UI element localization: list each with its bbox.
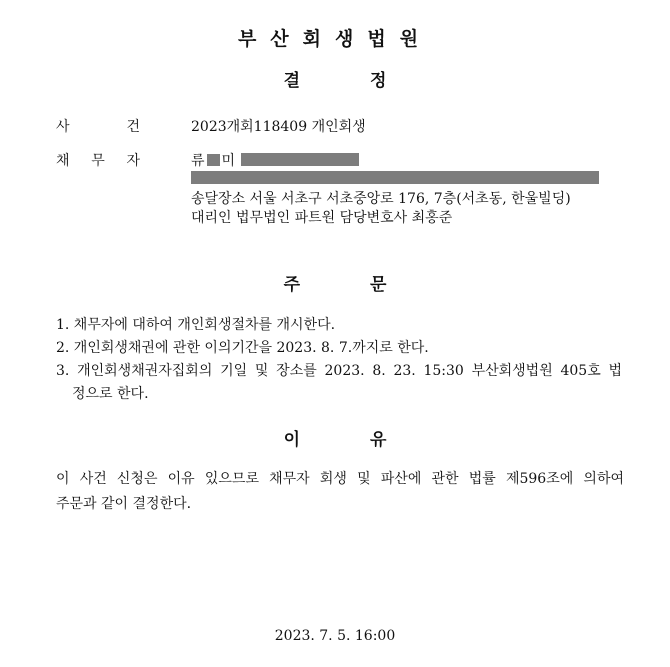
order-item: 1. 채무자에 대하여 개인회생절차를 개시한다. (56, 317, 336, 333)
reason-text-line-2: 주문과 같이 결정한다. (56, 496, 192, 512)
reason-heading-char-1: 이 (283, 430, 300, 450)
case-label (56, 116, 140, 136)
redaction-bar (191, 171, 599, 184)
reason-heading (0, 425, 670, 450)
case-number: 2023개회118409 개인회생 (191, 119, 366, 135)
document-title-char-1: 결 (283, 71, 300, 91)
order-item: 2. 개인회생채권에 관한 이의기간을 2023. 8. 7.까지로 한다. (56, 340, 429, 356)
debtor-name-prefix: 류 (191, 153, 205, 169)
order-item-continuation: 정으로 한다. (72, 386, 149, 402)
debtor-label-char-1: 채 (56, 153, 70, 169)
debtor-label-char-3: 자 (126, 153, 140, 169)
order-heading-char-2: 문 (370, 275, 387, 295)
debtor-name-suffix: 미 (221, 153, 236, 169)
legal-representative: 대리인 법무법인 파트원 담당변호사 최홍준 (191, 210, 453, 226)
debtor-label-char-2: 무 (91, 153, 105, 169)
document-title-char-2: 정 (370, 71, 387, 91)
debtor-label (56, 150, 140, 170)
service-address: 송달장소 서울 서초구 서초중앙로 176, 7층(서초동, 한울빌딩) (191, 191, 571, 207)
name-redaction (207, 154, 220, 166)
case-label-char-1: 사 (56, 119, 70, 135)
redaction-bar (241, 153, 359, 166)
document-title (0, 66, 670, 91)
order-heading (0, 270, 670, 295)
case-label-char-2: 건 (126, 119, 140, 135)
decision-date: 2023. 7. 5. 16:00 (274, 628, 396, 644)
reason-heading-char-2: 유 (370, 430, 387, 450)
order-heading-char-1: 주 (283, 275, 300, 295)
order-item: 3. 개인회생채권자집회의 기일 및 장소를 2023. 8. 23. 15:30 부산회생법원 405호 법 (56, 363, 622, 379)
debtor-name (191, 150, 235, 170)
court-name: 부산회생법원 (237, 28, 433, 50)
reason-text-line-1: 이 사건 신청은 이유 있으므로 채무자 회생 및 파산에 관한 법률 제596조에 의하여 (56, 471, 624, 487)
